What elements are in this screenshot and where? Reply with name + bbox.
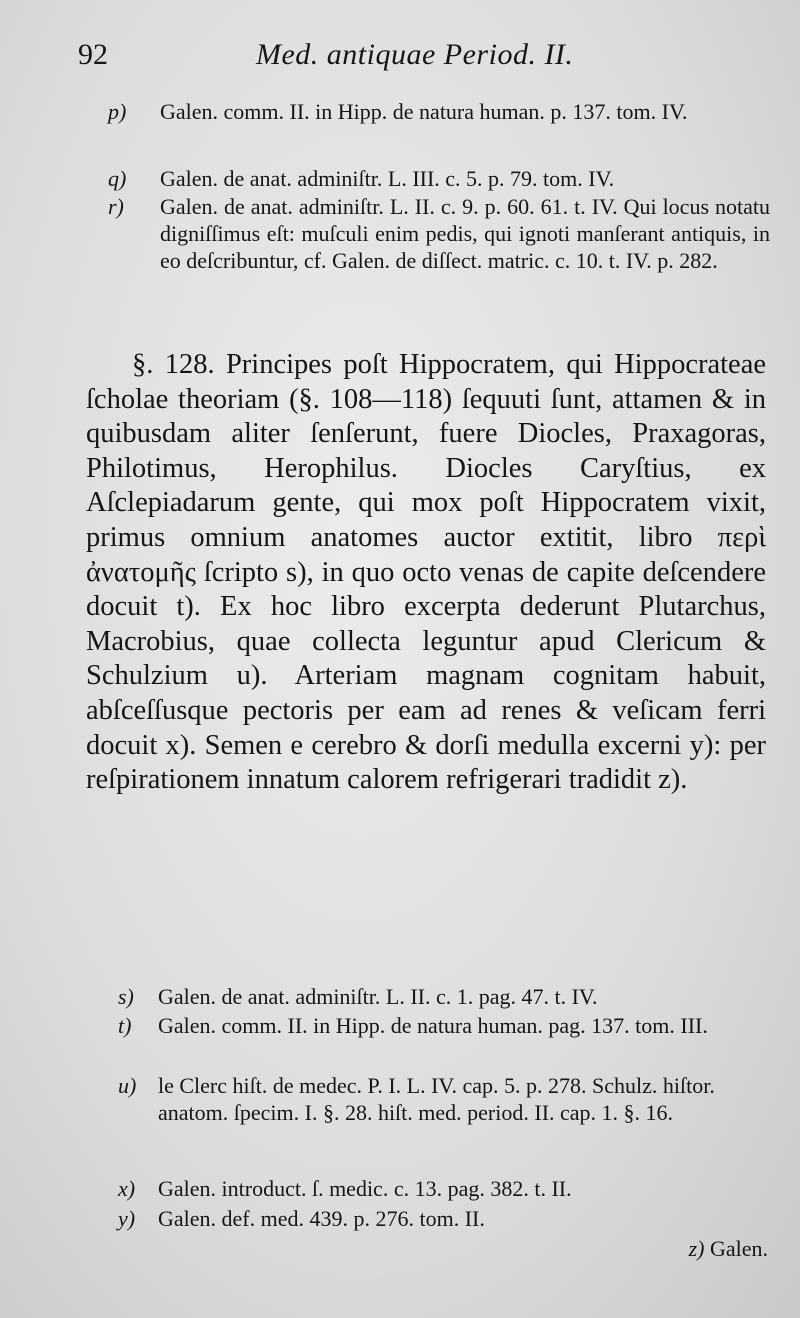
- footnote-mark: u): [118, 1073, 137, 1098]
- footnote-y: [118, 1205, 778, 1232]
- footnote-mark: s): [118, 984, 134, 1009]
- footnote-text: Galen. comm. II. in Hipp. de natura human. pag. 137. tom. III.: [158, 1013, 708, 1038]
- footnote-mark: r): [108, 194, 124, 219]
- footnote-mark: y): [118, 1206, 136, 1231]
- page-header: [78, 38, 758, 78]
- page-number: 92: [78, 38, 108, 71]
- footnote-mark: p): [108, 99, 127, 124]
- main-paragraph: §. 128. Principes poſt Hippocratem, qui Hippocrateae ſcholae theoriam (§. 108—118) ſequuti ſunt, attamen & in quibusdam aliter ſenſerunt, fuere Diocles, Praxagoras, Philotimus, Herophilus. Diocles Caryſtius, ex Aſclepiadarum gente, qui mox poſt Hippocratem vixit, primus omnium anatomes auctor extitit, libro περὶ ἀνατομῆς ſcripto s), in quo octo venas de capite deſcendere docuit t). Ex hoc libro excerpta dederunt Plutarchus, Macrobius, quae collecta leguntur apud Clericum & Schulzium u). Arteriam magnam cognitam habuit, abſceſſusque pectoris per eam ad renes & veſicam ferri docuit x). Semen e cerebro & dorſi medulla excerni y): per reſpirationem innatum calorem refrigerari tradidit z).: [86, 349, 766, 796]
- footnote-p: [110, 98, 770, 125]
- footnote-mark: t): [118, 1013, 132, 1038]
- footnote-text: le Clerc hiſt. de medec. P. I. L. IV. cap. 5. p. 278. Schulz. hiſtor. anatom. ſpecim. I. §. 28. hiſt. med. period. II. cap. 1. §. 16.: [158, 1073, 715, 1125]
- footnote-mark: q): [108, 166, 127, 191]
- footnote-text: Galen. de anat. adminiſtr. L. II. c. 1. pag. 47. t. IV.: [158, 984, 598, 1009]
- footnote-x: [118, 1175, 778, 1202]
- footnote-text: Galen. de anat. adminiſtr. L. II. c. 9. p. 60. 61. t. IV. Qui locus notatu digniſſimus eſt: muſculi enim pedis, qui ignoti manſerant antiquis, in eo deſcribuntur, cf. Galen. de diſſect. matric. c. 10. t. IV. p. 282.: [160, 194, 770, 273]
- footnote-text: Galen. de anat. adminiſtr. L. III. c. 5. p. 79. tom. IV.: [160, 166, 615, 191]
- footnote-s: [118, 983, 778, 1010]
- footnote-t: [118, 1012, 778, 1039]
- catchword-mark: z): [688, 1236, 705, 1261]
- footnote-text: Galen. def. med. 439. p. 276. tom. II.: [158, 1206, 485, 1231]
- footnote-text: Galen. introduct. ſ. medic. c. 13. pag. 382. t. II.: [158, 1176, 572, 1201]
- running-head: Med. antiquae Period. II.: [256, 38, 574, 71]
- footnote-text: Galen. comm. II. in Hipp. de natura human. p. 137. tom. IV.: [160, 99, 688, 124]
- footnote-q: [110, 165, 770, 192]
- footnote-u: [118, 1072, 778, 1126]
- catchword-text: Galen.: [709, 1236, 768, 1261]
- catchword: [689, 1236, 768, 1262]
- footnote-r: [110, 193, 770, 274]
- footnote-mark: x): [118, 1176, 136, 1201]
